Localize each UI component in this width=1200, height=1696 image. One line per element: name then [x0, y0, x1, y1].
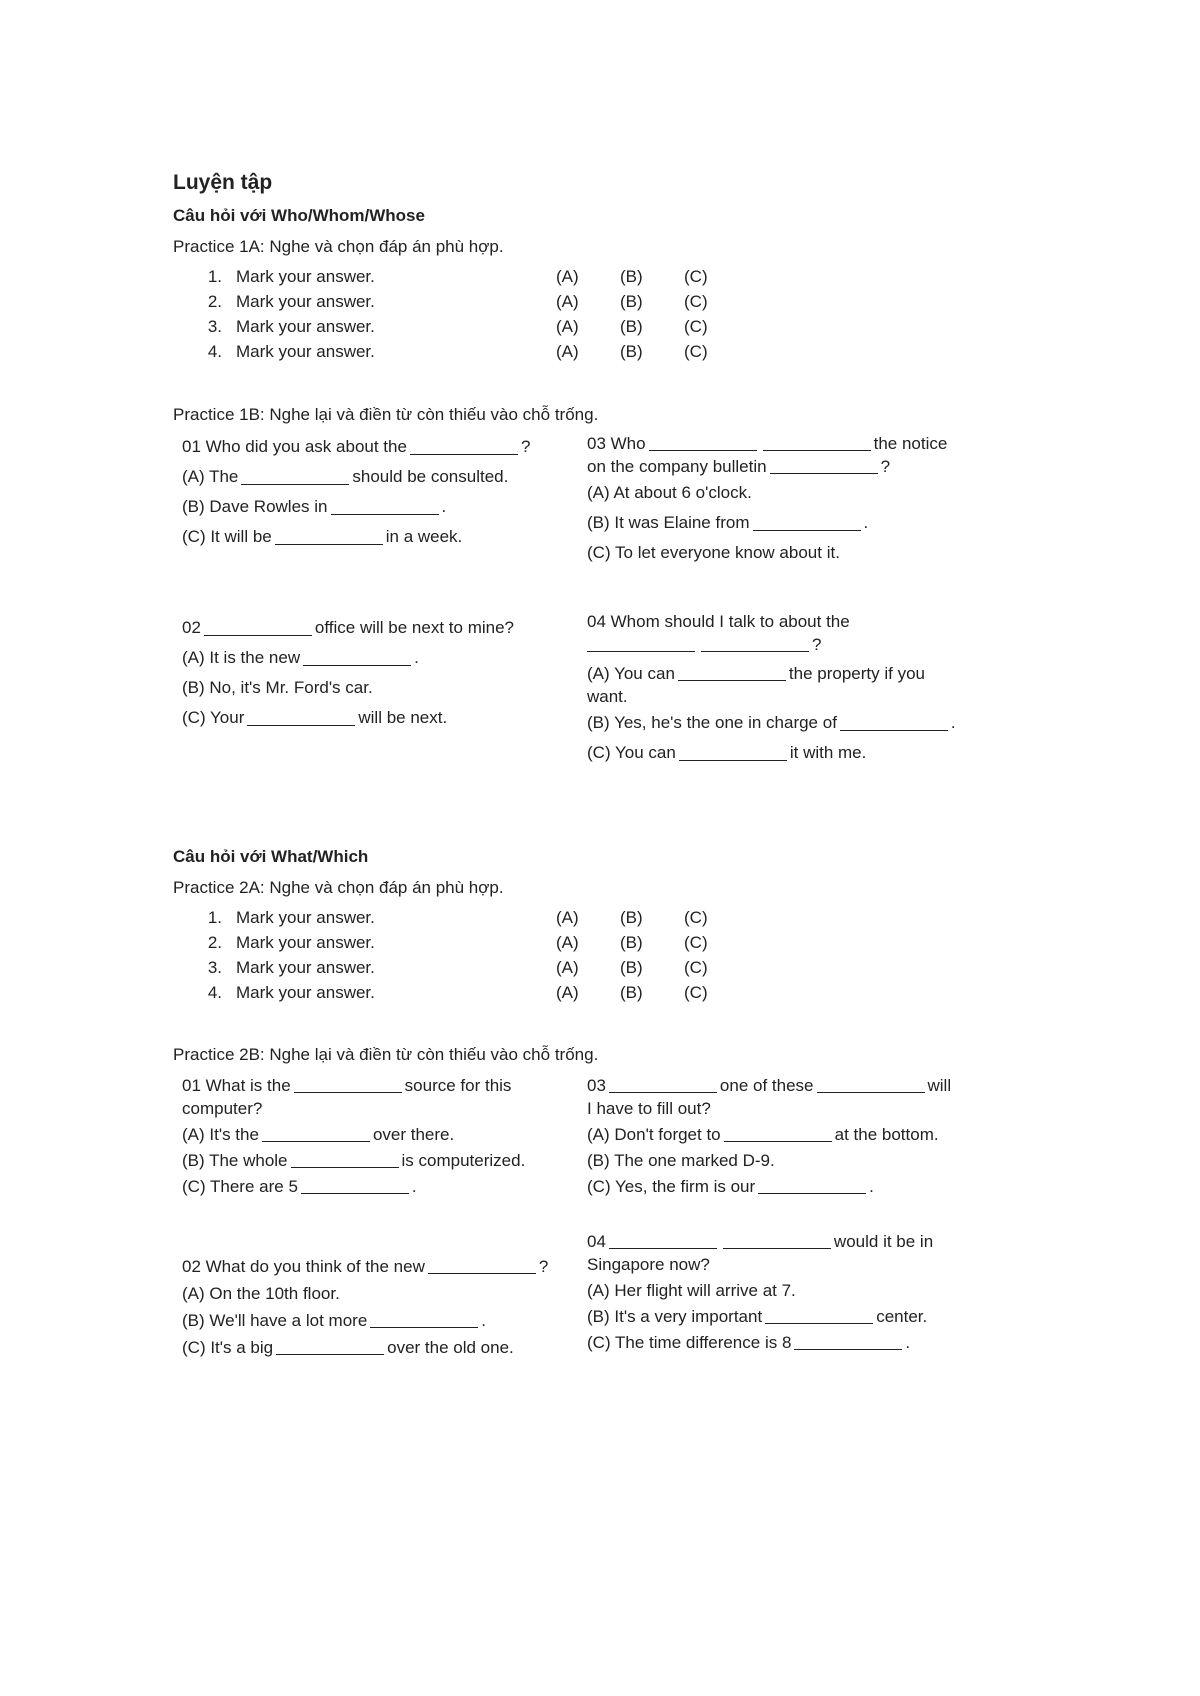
question-text: computer?: [182, 1098, 263, 1118]
answer-c: (C) There are 5: [182, 1176, 298, 1196]
list-item: [190, 955, 750, 980]
question-2b-04: [587, 1230, 1007, 1354]
option-b[interactable]: (B): [620, 316, 643, 336]
option-c[interactable]: (C): [684, 266, 708, 286]
answer-c-end: over the old one.: [387, 1337, 514, 1357]
option-b[interactable]: (B): [620, 982, 643, 1002]
blank-field[interactable]: [291, 1153, 399, 1168]
question-text: ?: [812, 634, 822, 654]
answer-a: (A) You can: [587, 663, 675, 683]
list-item: [190, 289, 750, 314]
answer-c: (C) It will be: [182, 527, 272, 547]
question-text: the notice: [873, 433, 948, 453]
answer-c-end: .: [869, 1176, 874, 1196]
answer-a: (A) It is the new: [182, 648, 301, 668]
list-item: [190, 930, 750, 955]
answer-b-end: .: [863, 513, 869, 533]
question-1b-04: [587, 610, 1007, 768]
answer-c-end: will be next.: [358, 708, 448, 728]
list-item: [190, 339, 750, 364]
blank-field[interactable]: [609, 1234, 717, 1249]
list-item: [190, 980, 750, 1005]
answer-b: (B) It was Elaine from: [587, 513, 750, 533]
option-a[interactable]: (A): [556, 932, 579, 952]
practice-2a-list: [190, 905, 750, 1005]
question-text: on the company bulletin: [587, 456, 767, 476]
question-text: will: [927, 1075, 952, 1095]
practice-2a-instruction: Practice 2A: Nghe và chọn đáp án phù hợp.: [173, 878, 504, 897]
option-b[interactable]: (B): [620, 907, 643, 927]
answer-a-end: over there.: [372, 1124, 455, 1144]
blank-field[interactable]: [679, 746, 787, 761]
option-a[interactable]: (A): [556, 316, 579, 336]
blank-field[interactable]: [609, 1078, 717, 1093]
answer-c: (C) To let everyone know about it.: [587, 543, 840, 563]
answer-c-end: in a week.: [385, 527, 463, 547]
item-text: Mark your answer.: [236, 932, 375, 952]
option-b[interactable]: (B): [620, 291, 643, 311]
blank-field[interactable]: [678, 666, 786, 681]
blank-field[interactable]: [587, 637, 695, 652]
answer-a: (A) At about 6 o'clock.: [587, 483, 752, 503]
question-text: 02 What do you think of the new: [182, 1256, 425, 1276]
answer-a-end: should be consulted.: [352, 467, 509, 487]
option-a[interactable]: (A): [556, 907, 579, 927]
page-title: Luyện tập: [173, 171, 273, 194]
list-item: [190, 905, 750, 930]
list-item: [190, 314, 750, 339]
answer-c: (C) Your: [182, 708, 245, 728]
answer-a-wrap: want.: [587, 686, 628, 706]
answer-b-end: center.: [876, 1306, 928, 1326]
answer-c: (C) Yes, the firm is our: [587, 1176, 756, 1196]
item-text: Mark your answer.: [236, 957, 375, 977]
blank-field[interactable]: [428, 1259, 536, 1274]
answer-c-end: .: [411, 1176, 417, 1196]
blank-field[interactable]: [758, 1179, 866, 1194]
answer-c: (C) The time difference is 8: [587, 1332, 792, 1352]
answer-b: (B) We'll have a lot more: [182, 1310, 368, 1330]
answer-a-end: at the bottom.: [834, 1124, 939, 1144]
question-text: source for this: [404, 1075, 512, 1095]
answer-b: (B) Yes, he's the one in charge of: [587, 713, 837, 733]
answer-a: (A) Don't forget to: [587, 1124, 721, 1144]
option-a[interactable]: (A): [556, 291, 579, 311]
question-text: 03: [587, 1075, 606, 1095]
blank-field[interactable]: [331, 500, 439, 515]
item-number: 2.: [207, 932, 222, 952]
blank-field[interactable]: [840, 716, 948, 731]
question-text: 01 What is the: [182, 1075, 291, 1095]
option-b[interactable]: (B): [620, 957, 643, 977]
practice-2b-instruction: Practice 2B: Nghe lại và điền từ còn thiếu vào chỗ trống.: [173, 1045, 599, 1064]
option-b[interactable]: (B): [620, 932, 643, 952]
blank-field[interactable]: [303, 651, 411, 666]
answer-b: (B) The whole: [182, 1150, 288, 1170]
answer-a: (A) On the 10th floor.: [182, 1283, 340, 1303]
option-c[interactable]: (C): [684, 907, 708, 927]
answer-b: (B) It's a very important: [587, 1306, 763, 1326]
option-a[interactable]: (A): [556, 341, 579, 361]
blank-field[interactable]: [770, 459, 878, 474]
question-2b-02: [182, 1255, 582, 1359]
option-c[interactable]: (C): [684, 957, 708, 977]
option-c[interactable]: (C): [684, 316, 708, 336]
option-b[interactable]: (B): [620, 341, 643, 361]
section-heading-who: Câu hỏi với Who/Whom/Whose: [173, 206, 425, 225]
blank-field[interactable]: [763, 436, 871, 451]
question-text: Singapore now?: [587, 1254, 710, 1274]
item-number: 4.: [207, 341, 222, 361]
answer-b: (B) No, it's Mr. Ford's car.: [182, 678, 373, 698]
option-a[interactable]: (A): [556, 982, 579, 1002]
question-text: ?: [538, 1256, 549, 1276]
option-b[interactable]: (B): [620, 266, 643, 286]
question-text: I have to fill out?: [587, 1098, 711, 1118]
question-text: 02: [182, 618, 201, 638]
answer-c: (C) It's a big: [182, 1337, 274, 1357]
item-number: 1.: [207, 266, 222, 286]
blank-field[interactable]: [794, 1335, 902, 1350]
section-heading-what: Câu hỏi với What/Which: [173, 847, 369, 866]
item-text: Mark your answer.: [236, 907, 375, 927]
answer-a: (A) The: [182, 467, 239, 487]
question-text: ?: [520, 437, 531, 457]
question-1b-01: [182, 432, 562, 552]
answer-a-end: the property if you: [788, 663, 925, 683]
question-text: one of these: [719, 1075, 814, 1095]
answer-b-end: .: [481, 1310, 487, 1330]
question-text: 04 Whom should I talk to about the: [587, 611, 850, 631]
item-number: 3.: [207, 957, 222, 977]
answer-b-end: .: [441, 497, 447, 517]
blank-field[interactable]: [301, 1179, 409, 1194]
option-c[interactable]: (C): [684, 291, 708, 311]
practice-1a-instruction: Practice 1A: Nghe và chọn đáp án phù hợp.: [173, 237, 504, 256]
item-text: Mark your answer.: [236, 341, 375, 361]
question-1b-03: [587, 432, 1007, 568]
question-text: would it be in: [833, 1231, 934, 1251]
answer-c-end: it with me.: [789, 743, 867, 763]
blank-field[interactable]: [765, 1309, 873, 1324]
blank-field[interactable]: [276, 1340, 384, 1355]
option-c[interactable]: (C): [684, 932, 708, 952]
blank-field[interactable]: [275, 530, 383, 545]
blank-field[interactable]: [817, 1078, 925, 1093]
blank-field[interactable]: [262, 1127, 370, 1142]
item-text: Mark your answer.: [236, 266, 375, 286]
blank-field[interactable]: [370, 1313, 478, 1328]
answer-c-end: .: [905, 1332, 911, 1352]
answer-b: (B) Dave Rowles in: [182, 497, 328, 517]
question-2b-01: [182, 1074, 572, 1198]
item-text: Mark your answer.: [236, 291, 375, 311]
option-a[interactable]: (A): [556, 957, 579, 977]
item-text: Mark your answer.: [236, 982, 375, 1002]
question-text: 03 Who: [587, 433, 646, 453]
answer-a-end: .: [414, 648, 419, 668]
option-c[interactable]: (C): [684, 982, 708, 1002]
question-text: 04: [587, 1231, 606, 1251]
blank-field[interactable]: [241, 470, 349, 485]
practice-1a-list: [190, 264, 750, 364]
option-a[interactable]: (A): [556, 266, 579, 286]
practice-1b-instruction: Practice 1B: Nghe lại và điền từ còn thiếu vào chỗ trống.: [173, 405, 599, 424]
item-text: Mark your answer.: [236, 316, 375, 336]
blank-field[interactable]: [410, 440, 518, 455]
item-number: 2.: [207, 291, 222, 311]
answer-a: (A) It's the: [182, 1124, 259, 1144]
blank-field[interactable]: [753, 516, 861, 531]
answer-b-end: is computerized.: [401, 1150, 526, 1170]
blank-field[interactable]: [723, 1234, 831, 1249]
blank-field[interactable]: [204, 621, 312, 636]
item-number: 3.: [207, 316, 222, 336]
question-2b-03: [587, 1074, 1007, 1198]
question-text: office will be next to mine?: [314, 618, 514, 638]
blank-field[interactable]: [247, 711, 355, 726]
option-c[interactable]: (C): [684, 341, 708, 361]
answer-a: (A) Her flight will arrive at 7.: [587, 1280, 796, 1300]
answer-b: (B) The one marked D-9.: [587, 1150, 775, 1170]
blank-field[interactable]: [294, 1078, 402, 1093]
item-number: 1.: [207, 907, 222, 927]
question-1b-02: [182, 613, 582, 733]
blank-field[interactable]: [649, 436, 757, 451]
question-text: 01 Who did you ask about the: [182, 437, 407, 457]
item-number: 4.: [207, 982, 222, 1002]
question-text: ?: [880, 456, 891, 476]
list-item: [190, 264, 750, 289]
answer-b-end: .: [950, 713, 956, 733]
answer-c: (C) You can: [587, 743, 676, 763]
blank-field[interactable]: [701, 637, 809, 652]
blank-field[interactable]: [724, 1127, 832, 1142]
